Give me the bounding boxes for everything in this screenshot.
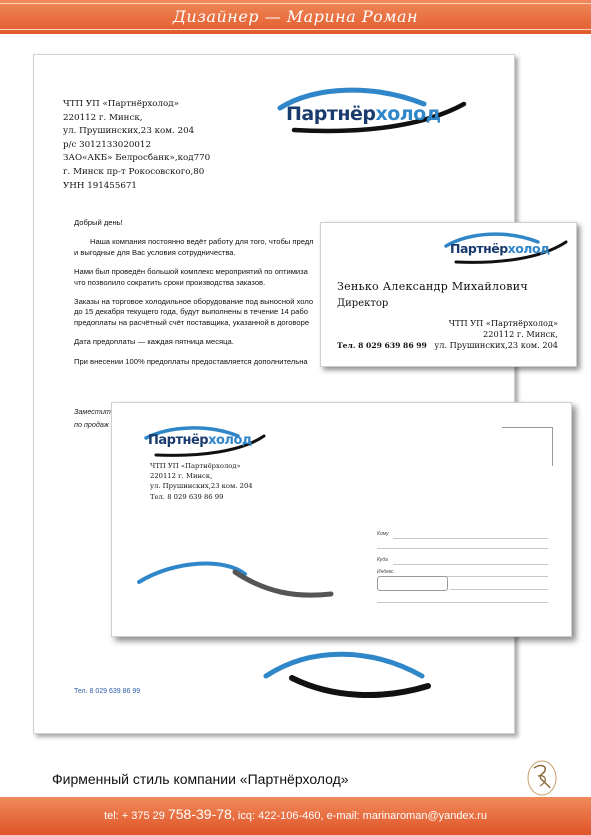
header-line-bottom	[0, 29, 591, 30]
signature-line: Заместит	[74, 407, 111, 416]
requisite-line: ул. Прушинских,23 ком. 204	[63, 126, 195, 137]
card-logo	[442, 230, 572, 266]
card-org-line: ул. Прушинских,23 ком. 204	[434, 340, 558, 350]
card-logo-part1: Партнёр	[450, 241, 508, 256]
envelope-logo	[142, 424, 272, 460]
letter-paragraph: Заказы на торговое холодильное оборудование под выносной холо до 15 декабря текущего года, будут выполнены в течение 14 рабо предоплаты на расчётный счёт поставщика, указанной в договоре	[74, 297, 314, 327]
header-line-top	[0, 3, 591, 4]
letter-greeting: Добрый день!	[74, 218, 123, 227]
envelope-where-label: Куда	[377, 557, 388, 563]
envelope-where-line	[393, 564, 548, 565]
letterhead-requisites	[63, 98, 210, 193]
contact-rest: , icq: 422-106-460, e-mail: marinaroman@yandex.ru	[231, 810, 487, 822]
monogram-icon	[524, 758, 560, 798]
requisite-line: г. Минск пр-т Рокосовского,80	[63, 166, 205, 177]
card-logo-text	[450, 241, 550, 256]
requisite-line: ЗАО«АКБ» Белросбанк»,код770	[63, 153, 211, 164]
envelope-to-label: Кому	[377, 531, 389, 537]
envelope-org	[150, 461, 253, 502]
envelope-swoosh-icon	[135, 560, 335, 610]
card-org-line: 220112 г. Минск,	[483, 329, 558, 339]
card-org	[420, 318, 558, 351]
envelope-index-label: Индекс	[377, 569, 394, 575]
card-tel: Тел. 8 029 639 86 99	[337, 341, 427, 350]
envelope-logo-part1: Партнёр	[148, 433, 209, 448]
signature-line: по продаж	[74, 420, 109, 429]
logo-part1: Партнёр	[286, 103, 376, 125]
letterhead-footer-tel: Тел. 8 029 639 86 99	[74, 688, 141, 695]
logo-part2: холод	[375, 103, 441, 125]
envelope-address-line	[450, 589, 548, 590]
envelope-org-line: 220112 г. Минск,	[150, 472, 213, 481]
card-position: Директор	[337, 298, 389, 309]
letter-signature	[74, 405, 111, 431]
envelope-logo-part2: холод	[208, 433, 252, 448]
card-logo-part2: холод	[507, 241, 550, 256]
logo-text	[286, 103, 441, 125]
letterhead-swoosh-icon	[262, 650, 432, 700]
header-title: Дизайнер — Марина Роман	[172, 7, 419, 26]
envelope-to-line	[393, 538, 548, 539]
letter-paragraph: Нами был проведён большой комплекс мероприятий по оптимиза что позволило сократить сроки производства заказов.	[74, 267, 308, 287]
page-caption: Фирменный стиль компании «Партнёрхолод»	[52, 771, 349, 787]
envelope-index-box	[377, 576, 448, 591]
envelope-org-line: Тел. 8 029 639 86 99	[150, 492, 224, 501]
envelope-to-line-2	[377, 548, 548, 549]
contact-tel-number: 758-39-78	[167, 806, 232, 822]
requisite-line: УНН 191455671	[63, 180, 137, 191]
requisite-line: р/с 3012133020012	[63, 139, 151, 150]
envelope-org-line: ул. Прушинских,23 ком. 204	[150, 482, 253, 491]
footer-contact	[0, 806, 591, 822]
letter-paragraph: Наша компания постоянно ведёт работу для того, чтобы предл и выгодные для Вас условия сотрудничества.	[74, 237, 314, 257]
card-name: Зенько Александр Михайлович	[337, 280, 528, 293]
contact-tel-prefix: tel: + 375 29	[104, 810, 168, 822]
envelope-address-line-2	[377, 602, 548, 603]
requisite-line: ЧТП УП «Партнёрхолод»	[63, 99, 179, 109]
letter-paragraph: Дата предоплаты — каждая пятница месяца.	[74, 337, 234, 347]
card-org-line: ЧТП УП «Партнёрхолод»	[448, 318, 558, 328]
envelope-stamp-area	[502, 427, 553, 466]
envelope-logo-text	[148, 433, 252, 448]
requisite-line: 220112 г. Минск,	[63, 112, 143, 123]
letter-paragraph: При внесении 100% предоплаты предоставляется дополнительна	[74, 356, 308, 366]
letterhead-logo	[274, 86, 474, 136]
envelope-org-line: ЧТП УП «Партнёрхолод»	[150, 462, 241, 470]
